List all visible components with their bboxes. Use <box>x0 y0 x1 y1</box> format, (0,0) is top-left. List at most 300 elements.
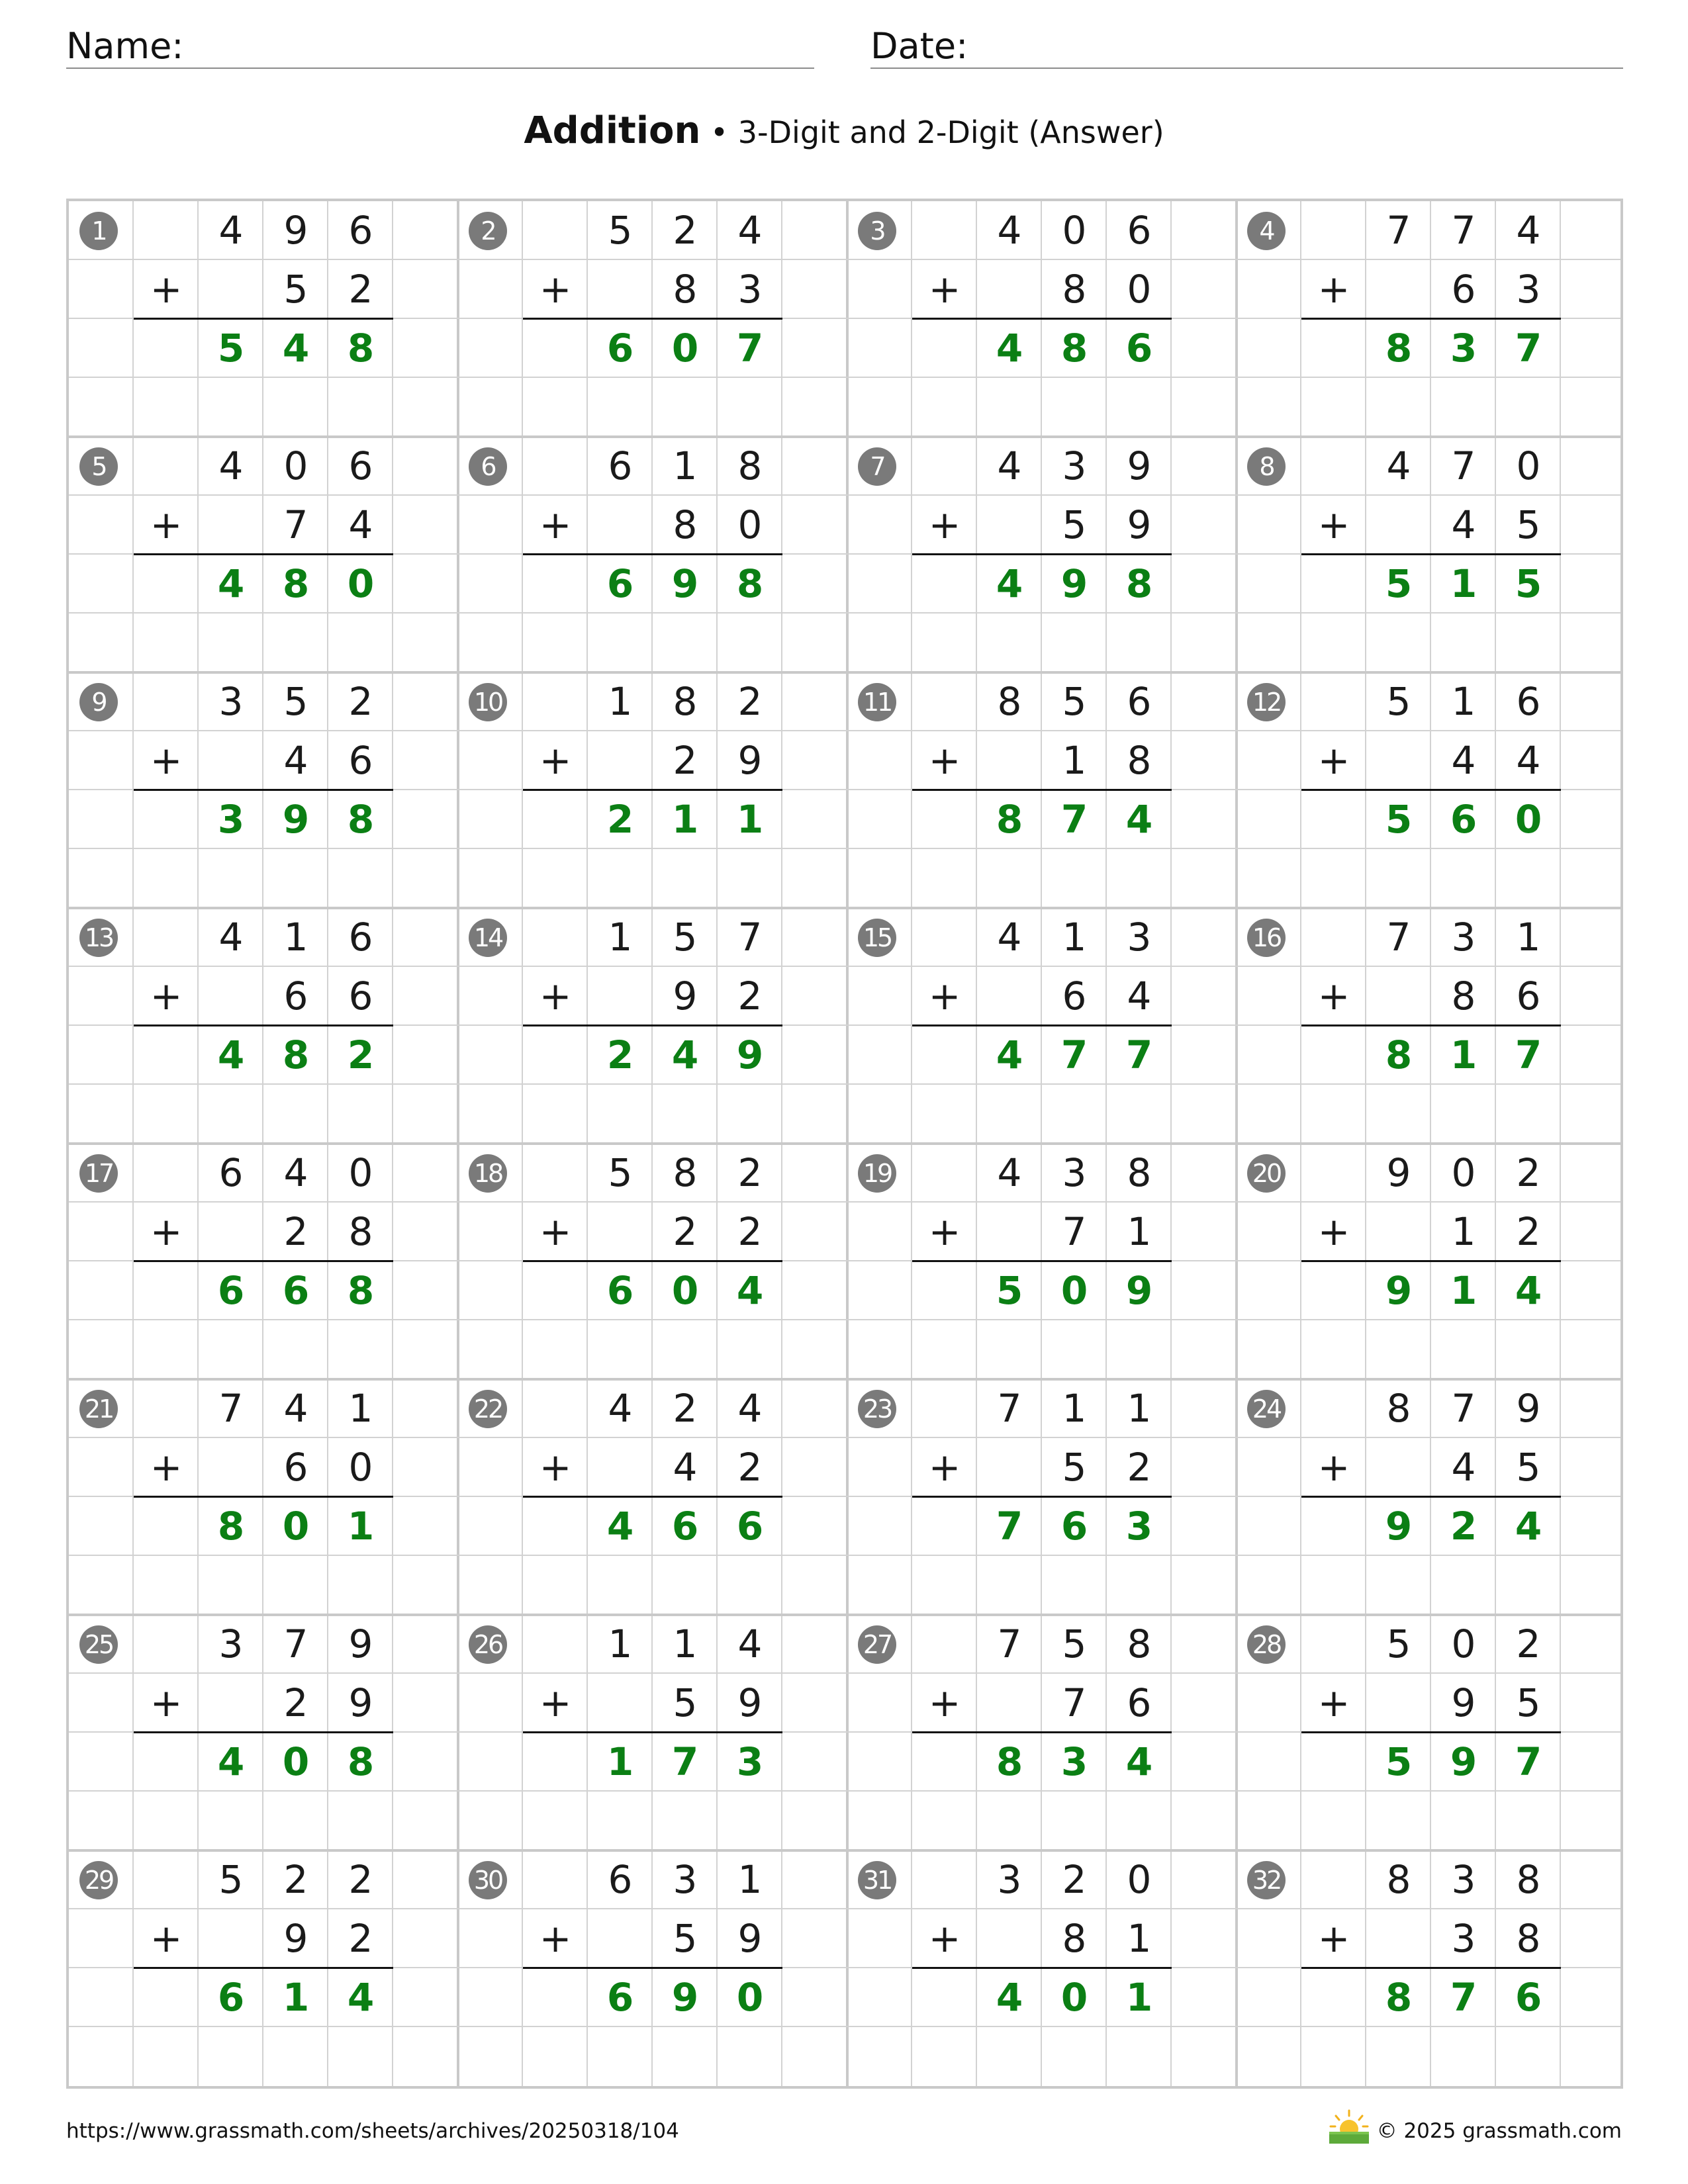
addend-digit: 1 <box>608 915 633 960</box>
addend-digit: 3 <box>1451 1857 1476 1902</box>
answer-digit: 7 <box>736 326 764 371</box>
answer-digit: 1 <box>736 797 764 842</box>
addend-digit: 8 <box>737 443 763 488</box>
answer-digit: 4 <box>1515 1504 1542 1549</box>
addend-digit: 1 <box>608 1621 633 1666</box>
addend-digit: 6 <box>1516 679 1541 724</box>
addend-digit: 7 <box>1062 1680 1087 1725</box>
addend-digit: 2 <box>673 208 698 253</box>
answer-digit: 8 <box>1385 326 1413 371</box>
problem-number-badge: 13 <box>79 919 118 957</box>
problem-number-badge: 3 <box>858 212 896 250</box>
date-label: Date: <box>870 25 968 67</box>
problem-number-badge: 23 <box>858 1390 896 1428</box>
answer-digit: 4 <box>282 326 310 371</box>
problem-21 <box>69 1379 458 1615</box>
problem-number-badge: 16 <box>1247 919 1286 957</box>
addend-digit: 2 <box>283 1857 308 1902</box>
addend-digit: 6 <box>1127 208 1152 253</box>
problem-9 <box>69 672 458 909</box>
problem-number-badge: 30 <box>469 1861 507 1899</box>
plus-sign: + <box>539 738 572 783</box>
addend-digit: 5 <box>283 267 308 312</box>
plus-sign: + <box>539 267 572 312</box>
addend-digit: 4 <box>997 443 1022 488</box>
addend-digit: 5 <box>1386 1621 1411 1666</box>
addend-digit: 2 <box>348 1916 373 1961</box>
problem-18 <box>458 1144 847 1380</box>
answer-digit: 0 <box>736 1975 764 2020</box>
answer-digit: 7 <box>996 1504 1023 1549</box>
addend-digit: 9 <box>348 1621 373 1666</box>
addend-digit: 4 <box>218 915 244 960</box>
answer-digit: 8 <box>282 1032 310 1077</box>
addend-digit: 5 <box>1062 1445 1087 1490</box>
answer-digit: 1 <box>282 1975 310 2020</box>
addend-digit: 9 <box>1516 1386 1541 1431</box>
plus-sign: + <box>928 1209 961 1254</box>
problem-number-badge: 31 <box>858 1861 896 1899</box>
addend-digit: 0 <box>1516 443 1541 488</box>
addend-digit: 9 <box>1127 502 1152 547</box>
answer-digit: 7 <box>1060 1032 1088 1077</box>
addend-digit: 6 <box>348 208 373 253</box>
problem-24 <box>1237 1379 1626 1615</box>
addend-digit: 8 <box>673 267 698 312</box>
plus-sign: + <box>1317 1209 1350 1254</box>
addend-digit: 7 <box>283 1621 308 1666</box>
answer-digit: 3 <box>1450 326 1477 371</box>
addend-digit: 7 <box>1062 1209 1087 1254</box>
problem-30 <box>458 1850 847 2087</box>
addend-digit: 8 <box>997 679 1022 724</box>
addend-digit: 2 <box>737 1445 763 1490</box>
plus-sign: + <box>150 738 183 783</box>
problem-5 <box>69 437 458 673</box>
answer-digit: 6 <box>1060 1504 1088 1549</box>
plus-sign: + <box>539 1209 572 1254</box>
answer-digit: 6 <box>606 326 634 371</box>
addend-digit: 3 <box>218 1621 244 1666</box>
problem-13 <box>69 908 458 1144</box>
addend-digit: 9 <box>1451 1680 1476 1725</box>
problem-3 <box>847 201 1237 437</box>
answer-digit: 4 <box>217 1032 245 1077</box>
addend-digit: 2 <box>1127 1445 1152 1490</box>
addend-digit: 5 <box>1516 1445 1541 1490</box>
answer-digit: 0 <box>282 1739 310 1784</box>
addend-digit: 5 <box>218 1857 244 1902</box>
addend-digit: 4 <box>997 208 1022 253</box>
addend-digit: 3 <box>1127 915 1152 960</box>
addend-digit: 9 <box>1386 1150 1411 1195</box>
addend-digit: 8 <box>1386 1857 1411 1902</box>
problem-number-badge: 4 <box>1247 212 1286 250</box>
problem-number-badge: 17 <box>79 1154 118 1193</box>
addend-digit: 7 <box>1386 915 1411 960</box>
addend-digit: 8 <box>1386 1386 1411 1431</box>
addend-digit: 9 <box>348 1680 373 1725</box>
addend-digit: 4 <box>608 1386 633 1431</box>
addend-digit: 4 <box>218 208 244 253</box>
plus-sign: + <box>1317 1680 1350 1725</box>
addend-digit: 3 <box>673 1857 698 1902</box>
addend-digit: 4 <box>283 1150 308 1195</box>
problem-22 <box>458 1379 847 1615</box>
addend-digit: 1 <box>1062 1386 1087 1431</box>
addend-digit: 4 <box>348 502 373 547</box>
answer-digit: 9 <box>282 797 310 842</box>
answer-digit: 4 <box>347 1975 375 2020</box>
answer-digit: 4 <box>1515 1268 1542 1313</box>
addend-digit: 8 <box>1127 1150 1152 1195</box>
problem-12 <box>1237 672 1626 909</box>
addend-digit: 3 <box>1062 1150 1087 1195</box>
problem-23 <box>847 1379 1237 1615</box>
problem-number-badge: 2 <box>469 212 507 250</box>
plus-sign: + <box>928 502 961 547</box>
addend-digit: 8 <box>1127 1621 1152 1666</box>
problem-6 <box>458 437 847 673</box>
answer-digit: 9 <box>736 1032 764 1077</box>
addend-digit: 1 <box>348 1386 373 1431</box>
addend-digit: 5 <box>1516 1680 1541 1725</box>
problem-number-badge: 9 <box>79 683 118 721</box>
addend-digit: 1 <box>1127 1386 1152 1431</box>
addend-digit: 6 <box>1127 1680 1152 1725</box>
answer-digit: 1 <box>1450 1032 1477 1077</box>
answer-digit: 7 <box>1450 1975 1477 2020</box>
problem-17 <box>69 1144 458 1380</box>
addend-digit: 2 <box>348 267 373 312</box>
addend-digit: 9 <box>737 1680 763 1725</box>
addend-digit: 0 <box>283 443 308 488</box>
addend-digit: 6 <box>1062 974 1087 1019</box>
answer-digit: 8 <box>1060 326 1088 371</box>
problem-number-badge: 10 <box>469 683 507 721</box>
addend-digit: 7 <box>218 1386 244 1431</box>
problem-number-badge: 6 <box>469 447 507 486</box>
addend-digit: 5 <box>1516 502 1541 547</box>
answer-digit: 4 <box>1125 1739 1153 1784</box>
addend-digit: 7 <box>997 1621 1022 1666</box>
answer-digit: 0 <box>1515 797 1542 842</box>
problem-number-badge: 7 <box>858 447 896 486</box>
plus-sign: + <box>928 1916 961 1961</box>
answer-digit: 6 <box>606 1975 634 2020</box>
plus-sign: + <box>539 1445 572 1490</box>
answer-digit: 0 <box>671 326 699 371</box>
addend-digit: 6 <box>348 443 373 488</box>
addend-digit: 4 <box>673 1445 698 1490</box>
answer-digit: 0 <box>1060 1975 1088 2020</box>
addend-digit: 5 <box>673 1680 698 1725</box>
problem-grid <box>66 199 1623 2089</box>
addend-digit: 8 <box>1516 1916 1541 1961</box>
addend-digit: 7 <box>1451 443 1476 488</box>
addend-digit: 8 <box>1062 267 1087 312</box>
title-main: Addition <box>524 109 701 152</box>
problem-11 <box>847 672 1237 909</box>
problem-28 <box>1237 1615 1626 1851</box>
answer-digit: 6 <box>217 1975 245 2020</box>
worksheet-title <box>0 105 1688 159</box>
plus-sign: + <box>928 1445 961 1490</box>
addend-digit: 1 <box>1451 1209 1476 1254</box>
addend-digit: 9 <box>673 974 698 1019</box>
answer-digit: 8 <box>282 561 310 606</box>
answer-digit: 5 <box>1385 1739 1413 1784</box>
addend-digit: 2 <box>1062 1857 1087 1902</box>
addend-digit: 2 <box>348 679 373 724</box>
answer-digit: 4 <box>736 1268 764 1313</box>
addend-digit: 2 <box>737 1209 763 1254</box>
addend-digit: 4 <box>997 1150 1022 1195</box>
answer-digit: 1 <box>671 797 699 842</box>
addend-digit: 7 <box>283 502 308 547</box>
answer-digit: 6 <box>671 1504 699 1549</box>
addend-digit: 0 <box>1127 267 1152 312</box>
addend-digit: 0 <box>737 502 763 547</box>
addend-digit: 4 <box>737 1386 763 1431</box>
date-line <box>870 68 1623 69</box>
answer-digit: 4 <box>671 1032 699 1077</box>
plus-sign: + <box>1317 1916 1350 1961</box>
addend-digit: 5 <box>1062 679 1087 724</box>
plus-sign: + <box>928 1680 961 1725</box>
addend-digit: 8 <box>1451 974 1476 1019</box>
answer-digit: 4 <box>996 326 1023 371</box>
name-line <box>66 68 814 69</box>
addend-digit: 9 <box>1127 443 1152 488</box>
answer-digit: 8 <box>996 797 1023 842</box>
addend-digit: 3 <box>1451 1916 1476 1961</box>
footer-url[interactable]: https://www.grassmath.com/sheets/archives/20250318/104 <box>66 2119 679 2143</box>
problem-number-badge: 32 <box>1247 1861 1286 1899</box>
addend-digit: 8 <box>673 679 698 724</box>
problem-number-badge: 18 <box>469 1154 507 1193</box>
plus-sign: + <box>1317 1445 1350 1490</box>
addend-digit: 2 <box>1516 1621 1541 1666</box>
addend-digit: 4 <box>1451 1445 1476 1490</box>
problem-19 <box>847 1144 1237 1380</box>
plus-sign: + <box>150 974 183 1019</box>
problem-27 <box>847 1615 1237 1851</box>
addend-digit: 3 <box>218 679 244 724</box>
footer-copyright: © 2025 grassmath.com <box>1376 2119 1622 2143</box>
plus-sign: + <box>539 974 572 1019</box>
answer-digit: 5 <box>217 326 245 371</box>
problem-8 <box>1237 437 1626 673</box>
plus-sign: + <box>1317 502 1350 547</box>
answer-digit: 9 <box>1385 1504 1413 1549</box>
answer-digit: 9 <box>671 1975 699 2020</box>
addend-digit: 4 <box>1516 208 1541 253</box>
answer-digit: 1 <box>1125 1975 1153 2020</box>
addend-digit: 0 <box>348 1150 373 1195</box>
addend-digit: 1 <box>1127 1916 1152 1961</box>
addend-digit: 1 <box>1062 738 1087 783</box>
addend-digit: 1 <box>673 443 698 488</box>
addend-digit: 4 <box>1451 738 1476 783</box>
addend-digit: 9 <box>737 1916 763 1961</box>
addend-digit: 3 <box>1516 267 1541 312</box>
addend-digit: 0 <box>1127 1857 1152 1902</box>
answer-digit: 1 <box>1450 561 1477 606</box>
addend-digit: 7 <box>1451 1386 1476 1431</box>
answer-digit: 7 <box>1515 1739 1542 1784</box>
plus-sign: + <box>150 1916 183 1961</box>
plus-sign: + <box>150 1680 183 1725</box>
addend-digit: 6 <box>218 1150 244 1195</box>
addend-digit: 2 <box>348 1857 373 1902</box>
answer-digit: 8 <box>347 326 375 371</box>
addend-digit: 1 <box>673 1621 698 1666</box>
problem-26 <box>458 1615 847 1851</box>
plus-sign: + <box>928 974 961 1019</box>
problem-15 <box>847 908 1237 1144</box>
answer-digit: 6 <box>282 1268 310 1313</box>
answer-digit: 5 <box>1385 561 1413 606</box>
plus-sign: + <box>928 267 961 312</box>
addend-digit: 4 <box>997 915 1022 960</box>
answer-digit: 2 <box>606 797 634 842</box>
plus-sign: + <box>150 1445 183 1490</box>
answer-digit: 8 <box>347 1739 375 1784</box>
problem-number-badge: 26 <box>469 1625 507 1664</box>
plus-sign: + <box>539 502 572 547</box>
answer-digit: 0 <box>282 1504 310 1549</box>
addend-digit: 4 <box>737 208 763 253</box>
problem-number-badge: 24 <box>1247 1390 1286 1428</box>
addend-digit: 6 <box>1451 267 1476 312</box>
answer-digit: 9 <box>671 561 699 606</box>
addend-digit: 0 <box>348 1445 373 1490</box>
problem-number-badge: 21 <box>79 1390 118 1428</box>
problem-number-badge: 19 <box>858 1154 896 1193</box>
addend-digit: 6 <box>608 1857 633 1902</box>
addend-digit: 4 <box>1127 974 1152 1019</box>
answer-digit: 4 <box>217 561 245 606</box>
addend-digit: 2 <box>673 1209 698 1254</box>
addend-digit: 5 <box>1386 679 1411 724</box>
addend-digit: 4 <box>218 443 244 488</box>
answer-digit: 2 <box>606 1032 634 1077</box>
answer-digit: 7 <box>1125 1032 1153 1077</box>
addend-digit: 6 <box>283 1445 308 1490</box>
problem-number-badge: 15 <box>858 919 896 957</box>
addend-digit: 2 <box>673 738 698 783</box>
problem-number-badge: 28 <box>1247 1625 1286 1664</box>
addend-digit: 3 <box>737 267 763 312</box>
answer-digit: 8 <box>736 561 764 606</box>
plus-sign: + <box>928 738 961 783</box>
addend-digit: 1 <box>1062 915 1087 960</box>
addend-digit: 5 <box>608 208 633 253</box>
answer-digit: 7 <box>1515 1032 1542 1077</box>
answer-digit: 5 <box>1385 797 1413 842</box>
addend-digit: 2 <box>737 679 763 724</box>
addend-digit: 8 <box>1062 1916 1087 1961</box>
problem-4 <box>1237 201 1626 437</box>
answer-digit: 6 <box>1515 1975 1542 2020</box>
answer-digit: 1 <box>1450 1268 1477 1313</box>
addend-digit: 0 <box>1062 208 1087 253</box>
addend-digit: 8 <box>673 1150 698 1195</box>
answer-digit: 2 <box>1450 1504 1477 1549</box>
answer-digit: 0 <box>1060 1268 1088 1313</box>
problem-20 <box>1237 1144 1626 1380</box>
addend-digit: 3 <box>997 1857 1022 1902</box>
answer-digit: 6 <box>606 1268 634 1313</box>
problem-14 <box>458 908 847 1144</box>
addend-digit: 8 <box>1127 738 1152 783</box>
plus-sign: + <box>150 267 183 312</box>
answer-digit: 7 <box>671 1739 699 1784</box>
problem-number-badge: 1 <box>79 212 118 250</box>
problem-16 <box>1237 908 1626 1144</box>
answer-digit: 0 <box>347 561 375 606</box>
answer-digit: 4 <box>606 1504 634 1549</box>
answer-digit: 6 <box>217 1268 245 1313</box>
addend-digit: 3 <box>1451 915 1476 960</box>
addend-digit: 9 <box>283 1916 308 1961</box>
problem-number-badge: 22 <box>469 1390 507 1428</box>
addend-digit: 2 <box>283 1209 308 1254</box>
answer-digit: 9 <box>1385 1268 1413 1313</box>
plus-sign: + <box>150 502 183 547</box>
addend-digit: 2 <box>1516 1150 1541 1195</box>
problem-25 <box>69 1615 458 1851</box>
title-bullet: • <box>710 114 729 150</box>
addend-digit: 9 <box>737 738 763 783</box>
answer-digit: 9 <box>1060 561 1088 606</box>
addend-digit: 6 <box>1127 679 1152 724</box>
answer-digit: 3 <box>1060 1739 1088 1784</box>
addend-digit: 6 <box>348 974 373 1019</box>
answer-digit: 4 <box>996 1032 1023 1077</box>
addend-digit: 0 <box>1451 1150 1476 1195</box>
addend-digit: 1 <box>737 1857 763 1902</box>
problem-number-badge: 14 <box>469 919 507 957</box>
problem-number-badge: 25 <box>79 1625 118 1664</box>
answer-digit: 8 <box>1385 1975 1413 2020</box>
addend-digit: 2 <box>673 1386 698 1431</box>
problem-number-badge: 5 <box>79 447 118 486</box>
addend-digit: 4 <box>737 1621 763 1666</box>
addend-digit: 7 <box>737 915 763 960</box>
answer-digit: 7 <box>1515 326 1542 371</box>
plus-sign: + <box>150 1209 183 1254</box>
addend-digit: 1 <box>1451 679 1476 724</box>
answer-digit: 9 <box>1450 1739 1477 1784</box>
plus-sign: + <box>1317 267 1350 312</box>
answer-digit: 5 <box>996 1268 1023 1313</box>
answer-digit: 3 <box>217 797 245 842</box>
answer-digit: 8 <box>347 797 375 842</box>
addend-digit: 8 <box>673 502 698 547</box>
addend-digit: 2 <box>737 1150 763 1195</box>
answer-digit: 4 <box>996 1975 1023 2020</box>
problem-29 <box>69 1850 458 2087</box>
addend-digit: 5 <box>673 1916 698 1961</box>
answer-digit: 4 <box>996 561 1023 606</box>
answer-digit: 6 <box>1450 797 1477 842</box>
answer-digit: 8 <box>996 1739 1023 1784</box>
addend-digit: 4 <box>1386 443 1411 488</box>
plus-sign: + <box>1317 738 1350 783</box>
answer-digit: 6 <box>736 1504 764 1549</box>
